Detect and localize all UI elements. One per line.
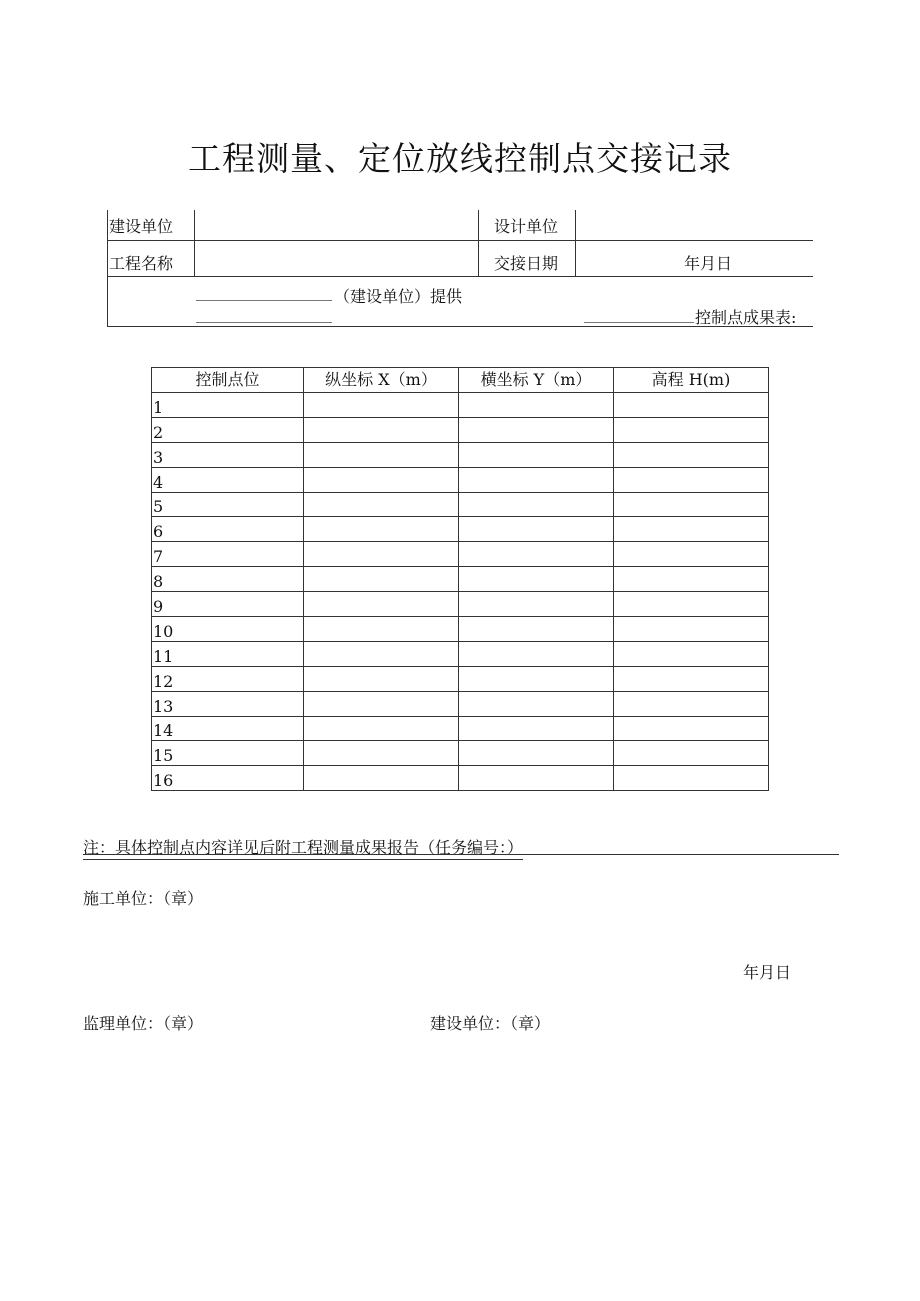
point-number: 7 [152, 542, 304, 567]
y-cell [459, 766, 614, 791]
y-cell [459, 442, 614, 467]
results-table-blank [584, 322, 694, 323]
note-text: 注：具体控制点内容详见后附工程测量成果报告（任务编号：） [83, 835, 523, 860]
handover-date-label: 交接日期 [494, 254, 559, 273]
h-cell [614, 417, 769, 442]
provided-by-text: （建设单位）提供 [334, 287, 463, 306]
y-cell [459, 666, 614, 691]
table-row [152, 617, 769, 642]
y-cell [459, 617, 614, 642]
x-cell [304, 542, 459, 567]
table-row [152, 567, 769, 592]
point-number: 13 [152, 691, 304, 716]
h-cell [614, 393, 769, 418]
header-control-point: 控制点位 [152, 368, 304, 393]
point-number: 2 [152, 417, 304, 442]
point-number: 3 [152, 442, 304, 467]
h-cell [614, 442, 769, 467]
table-row [152, 492, 769, 517]
point-number: 10 [152, 617, 304, 642]
y-cell [459, 567, 614, 592]
x-cell [304, 691, 459, 716]
point-number: 5 [152, 492, 304, 517]
page-title: 工程测量、定位放线控制点交接记录 [188, 139, 732, 178]
point-number: 4 [152, 467, 304, 492]
x-cell [304, 393, 459, 418]
x-cell [304, 666, 459, 691]
construction-owner-label: 建设单位 [109, 217, 174, 236]
table-row [152, 442, 769, 467]
point-number: 11 [152, 641, 304, 666]
y-cell [459, 393, 614, 418]
point-number: 15 [152, 741, 304, 766]
info-table-left-border [107, 210, 108, 326]
y-cell [459, 592, 614, 617]
construction-unit-seal: 施工单位：（章） [83, 889, 204, 908]
y-cell [459, 741, 614, 766]
header-y-coordinate: 横坐标 Y（m） [459, 368, 614, 393]
table-row [152, 666, 769, 691]
x-cell [304, 641, 459, 666]
x-cell [304, 592, 459, 617]
x-cell [304, 417, 459, 442]
table-row [152, 393, 769, 418]
y-cell [459, 417, 614, 442]
h-cell [614, 517, 769, 542]
point-number: 1 [152, 393, 304, 418]
info-table-divider [575, 210, 576, 276]
design-unit-label: 设计单位 [494, 217, 559, 236]
provider-blank [196, 322, 332, 323]
point-number: 6 [152, 517, 304, 542]
h-cell [614, 492, 769, 517]
h-cell [614, 567, 769, 592]
table-row [152, 417, 769, 442]
x-cell [304, 567, 459, 592]
table-row [152, 592, 769, 617]
point-number: 9 [152, 592, 304, 617]
h-cell [614, 716, 769, 741]
handover-date-value: 年月日 [684, 254, 733, 273]
table-row [152, 641, 769, 666]
control-points-table [151, 367, 769, 791]
results-table-label: 控制点成果表: [695, 308, 797, 327]
y-cell [459, 716, 614, 741]
table-row [152, 542, 769, 567]
provider-blank [196, 300, 332, 301]
supervision-unit-seal: 监理单位：（章） [83, 1014, 204, 1033]
info-table-divider [478, 210, 479, 276]
x-cell [304, 766, 459, 791]
point-number: 8 [152, 567, 304, 592]
h-cell [614, 691, 769, 716]
signature-date: 年月日 [743, 963, 792, 982]
table-row [152, 691, 769, 716]
h-cell [614, 666, 769, 691]
y-cell [459, 467, 614, 492]
x-cell [304, 467, 459, 492]
header-x-coordinate: 纵坐标 X（m） [304, 368, 459, 393]
table-row [152, 467, 769, 492]
info-table-divider [107, 276, 813, 277]
info-table-divider [107, 240, 813, 241]
project-name-label: 工程名称 [109, 254, 174, 273]
info-table-divider [194, 210, 195, 276]
table-row [152, 716, 769, 741]
table-row [152, 517, 769, 542]
point-number: 16 [152, 766, 304, 791]
table-row [152, 766, 769, 791]
h-cell [614, 741, 769, 766]
x-cell [304, 716, 459, 741]
y-cell [459, 517, 614, 542]
table-header-row [152, 368, 769, 393]
header-elevation: 高程 H(m) [614, 368, 769, 393]
x-cell [304, 517, 459, 542]
y-cell [459, 691, 614, 716]
h-cell [614, 592, 769, 617]
point-number: 12 [152, 666, 304, 691]
note-rule [83, 854, 839, 855]
x-cell [304, 442, 459, 467]
point-number: 14 [152, 716, 304, 741]
h-cell [614, 641, 769, 666]
h-cell [614, 766, 769, 791]
owner-unit-seal: 建设单位：（章） [430, 1014, 551, 1033]
h-cell [614, 542, 769, 567]
x-cell [304, 492, 459, 517]
table-row [152, 741, 769, 766]
h-cell [614, 467, 769, 492]
x-cell [304, 617, 459, 642]
x-cell [304, 741, 459, 766]
y-cell [459, 542, 614, 567]
y-cell [459, 492, 614, 517]
h-cell [614, 617, 769, 642]
y-cell [459, 641, 614, 666]
